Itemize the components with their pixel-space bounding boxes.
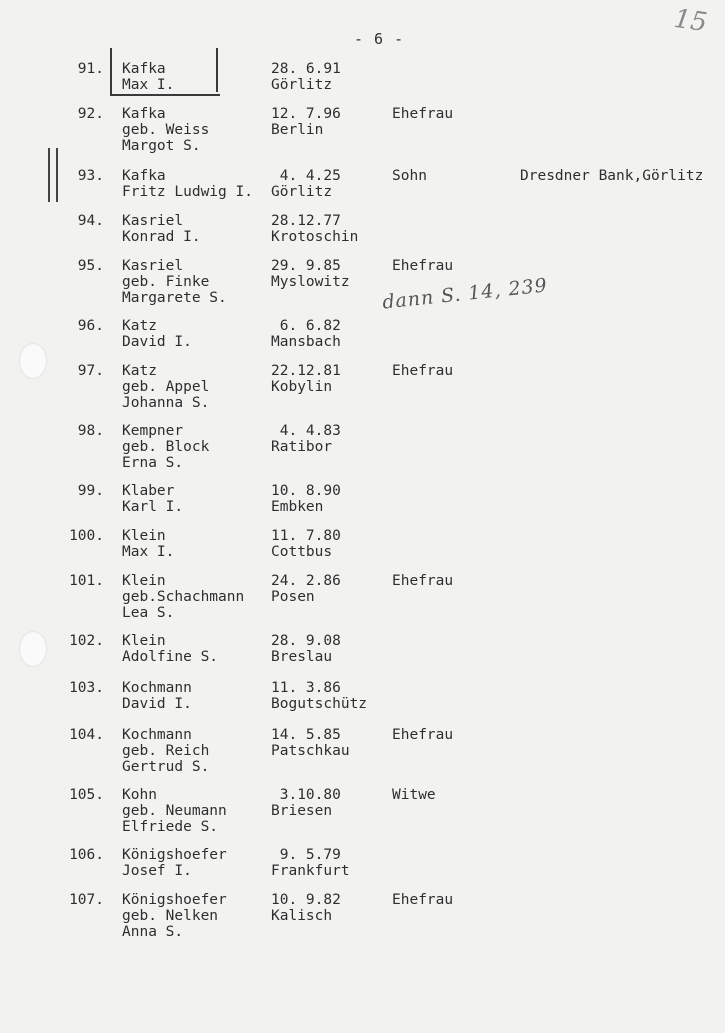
entry-number: 98. (77, 423, 104, 439)
entry-number: 96. (77, 318, 104, 334)
entry-birth: 4. 4.83 Ratibor (271, 423, 341, 455)
entry-number: 97. (77, 363, 104, 379)
entry-number: 103. (69, 680, 104, 696)
margin-double-line-mark (48, 148, 58, 202)
entry-birth: 11. 3.86 Bogutschütz (271, 680, 368, 712)
entry-number: 95. (77, 258, 104, 274)
entry-birth: 28. 6.91 Görlitz (271, 61, 341, 93)
entry-name: Klaber Karl I. (122, 483, 184, 515)
entry-birth: 28.12.77 Krotoschin (271, 213, 359, 245)
entry-relation: Sohn (392, 168, 427, 184)
entry-birth: 9. 5.79 Frankfurt (271, 847, 350, 879)
entry-name: Kochmann geb. Reich Gertrud S. (122, 727, 210, 775)
entry-birth: 29. 9.85 Myslowitz (271, 258, 350, 290)
entry-name: Katz David I. (122, 318, 192, 350)
entry-number: 107. (69, 892, 104, 908)
entry-name: Kafka Fritz Ludwig I. (122, 168, 253, 200)
entry-birth: 3.10.80 Briesen (271, 787, 341, 819)
entry-birth: 22.12.81 Kobylin (271, 363, 341, 395)
entry-relation: Ehefrau (392, 573, 454, 589)
entry-relation: Ehefrau (392, 258, 454, 274)
entry-name: Katz geb. Appel Johanna S. (122, 363, 210, 411)
entry-name: Klein Max I. (122, 528, 175, 560)
entry-name: Königshoefer Josef I. (122, 847, 227, 879)
entry-name: Kempner geb. Block Erna S. (122, 423, 210, 471)
handwritten-corner-number: 15 (672, 3, 710, 39)
entry-relation: Ehefrau (392, 727, 454, 743)
pen-bracket-mark-right (216, 48, 218, 92)
entry-relation: Witwe (392, 787, 436, 803)
handwritten-annotation: dann S. 14, 239 (381, 274, 549, 314)
entry-name: Kasriel Konrad I. (122, 213, 201, 245)
entry-relation: Ehefrau (392, 106, 454, 122)
entry-name: Kafka geb. Weiss Margot S. (122, 106, 210, 154)
entry-birth: 6. 6.82 Mansbach (271, 318, 341, 350)
page-number: - 6 - (354, 30, 405, 48)
entry-birth: 10. 8.90 Embken (271, 483, 341, 515)
entry-name: Kasriel geb. Finke Margarete S. (122, 258, 227, 306)
entry-birth: 28. 9.08 Breslau (271, 633, 341, 665)
entry-number: 91. (77, 61, 104, 77)
entry-birth: 24. 2.86 Posen (271, 573, 341, 605)
punch-hole-top (20, 344, 46, 378)
entry-relation: Ehefrau (392, 363, 454, 379)
entry-birth: 10. 9.82 Kalisch (271, 892, 341, 924)
entry-name: Königshoefer geb. Nelken Anna S. (122, 892, 227, 940)
entry-number: 92. (77, 106, 104, 122)
entry-name: Kochmann David I. (122, 680, 192, 712)
entry-number: 105. (69, 787, 104, 803)
entry-number: 100. (69, 528, 104, 544)
entry-birth: 4. 4.25 Görlitz (271, 168, 341, 200)
entry-number: 99. (77, 483, 104, 499)
entry-number: 93. (77, 168, 104, 184)
entry-birth: 11. 7.80 Cottbus (271, 528, 341, 560)
entry-number: 102. (69, 633, 104, 649)
entry-number: 104. (69, 727, 104, 743)
entry-birth: 14. 5.85 Patschkau (271, 727, 350, 759)
entry-name: Kohn geb. Neumann Elfriede S. (122, 787, 227, 835)
entry-number: 94. (77, 213, 104, 229)
entry-name: Klein Adolfine S. (122, 633, 219, 665)
punch-hole-bottom (20, 632, 46, 666)
entry-birth: 12. 7.96 Berlin (271, 106, 341, 138)
entry-name: Klein geb.Schachmann Lea S. (122, 573, 245, 621)
entry-number: 106. (69, 847, 104, 863)
entry-note: Dresdner Bank,Görlitz (520, 168, 704, 184)
entry-number: 101. (69, 573, 104, 589)
entry-relation: Ehefrau (392, 892, 454, 908)
entry-name: Kafka Max I. (122, 61, 175, 93)
